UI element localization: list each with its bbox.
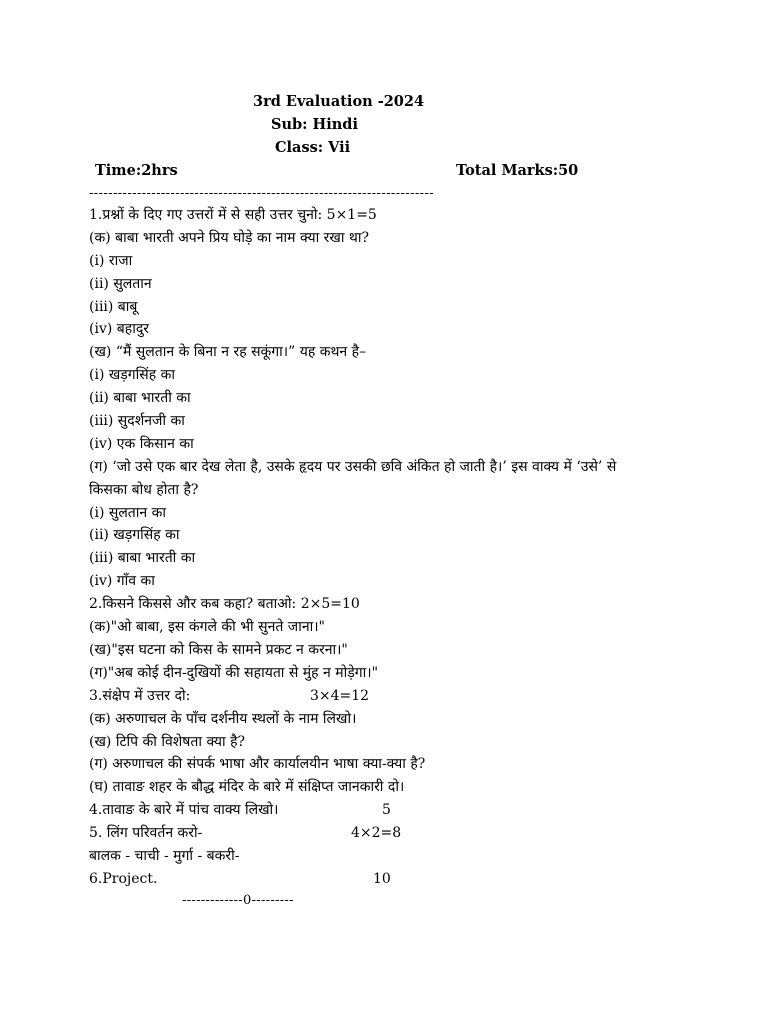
question-5-marks: 4×2=8 — [351, 825, 402, 841]
exam-title: 3rd Evaluation -2024 — [253, 93, 425, 110]
total-marks-label: Total Marks:50 — [456, 162, 579, 179]
subject-label: Sub: Hindi — [271, 116, 358, 133]
option-line: (iv) एक किसान का — [89, 436, 194, 452]
question-1-heading: 1.प्रश्नों के दिए गए उत्तरों में से सही उत्तर चुनो: 5×1=5 — [89, 207, 377, 223]
question-2-heading: 2.किसने किससे और कब कहा? बताओ: 2×5=10 — [89, 596, 360, 612]
question-4-heading: 4.तावाङ के बारे में पांच वाक्य लिखो। — [89, 802, 279, 818]
question-2c: (ग)"अब कोई दीन-दुखियों की सहायता से मुंह न मोड़ेगा।" — [89, 665, 379, 681]
option-line: (ii) बाबा भारती का — [89, 390, 191, 406]
class-label: Class: Vii — [275, 139, 351, 156]
question-2b: (ख)"इस घटना को किस के सामने प्रकट न करना।" — [89, 642, 348, 658]
question-1c: (ग) ‘जो उसे एक बार देख लेता है, उसके हृदय पर उसकी छवि अंकित हो जाती है।’ इस वाक्य में ‘उसे’ से — [89, 459, 617, 475]
option-line: (iii) बाबू — [89, 299, 138, 315]
option-line: (iv) गाँव का — [89, 573, 155, 589]
time-label: Time:2hrs — [95, 162, 178, 179]
option-line: (iii) बाबा भारती का — [89, 550, 196, 566]
question-3-heading: 3.संक्षेप में उत्तर दो: — [89, 688, 191, 704]
question-4-marks: 5 — [382, 802, 391, 818]
option-line: (ii) खड़गसिंह का — [89, 527, 180, 543]
option-line: (i) खड़गसिंह का — [89, 367, 176, 383]
question-2a: (क)"ओ बाबा, इस कंगले की भी सुनते जाना।" — [89, 619, 325, 635]
option-line: (iii) सुदर्शनजी का — [89, 413, 185, 429]
option-line: (i) सुलतान का — [89, 505, 167, 521]
question-5-heading: 5. लिंग परिवर्तन करो- — [89, 825, 203, 841]
end-of-paper-marker: -------------0--------- — [182, 893, 294, 908]
question-3d: (घ) तावाङ शहर के बौद्ध मंदिर के बारे में संक्षिप्त जानकारी दो। — [89, 779, 405, 795]
question-3-marks: 3×4=12 — [310, 688, 370, 704]
question-3a: (क) अरुणाचल के पाँच दर्शनीय स्थलों के नाम लिखो। — [89, 711, 357, 727]
header-divider: ------------------------------------------------------------------------ — [89, 186, 435, 201]
question-6-marks: 10 — [373, 871, 391, 887]
question-1b: (ख) “मैं सुलतान के बिना न रह सकूंगा।” यह कथन है– — [89, 344, 367, 360]
question-3b: (ख) टिपि की विशेषता क्या है? — [89, 734, 246, 750]
question-1a: (क) बाबा भारती अपने प्रिय घोड़े का नाम क्या रखा था? — [89, 230, 370, 246]
question-3c: (ग) अरुणाचल की संपर्क भाषा और कार्यालयीन भाषा क्या-क्या है? — [89, 756, 426, 772]
question-5-words: बालक - चाची - मुर्गा - बकरी- — [89, 848, 240, 864]
option-line: (iv) बहादुर — [89, 321, 149, 337]
option-line: (ii) सुलतान — [89, 276, 152, 292]
option-line: (i) राजा — [89, 253, 133, 269]
question-6-heading: 6.Project. — [89, 871, 158, 887]
question-1c-continued: किसका बोध होता है? — [89, 482, 199, 498]
